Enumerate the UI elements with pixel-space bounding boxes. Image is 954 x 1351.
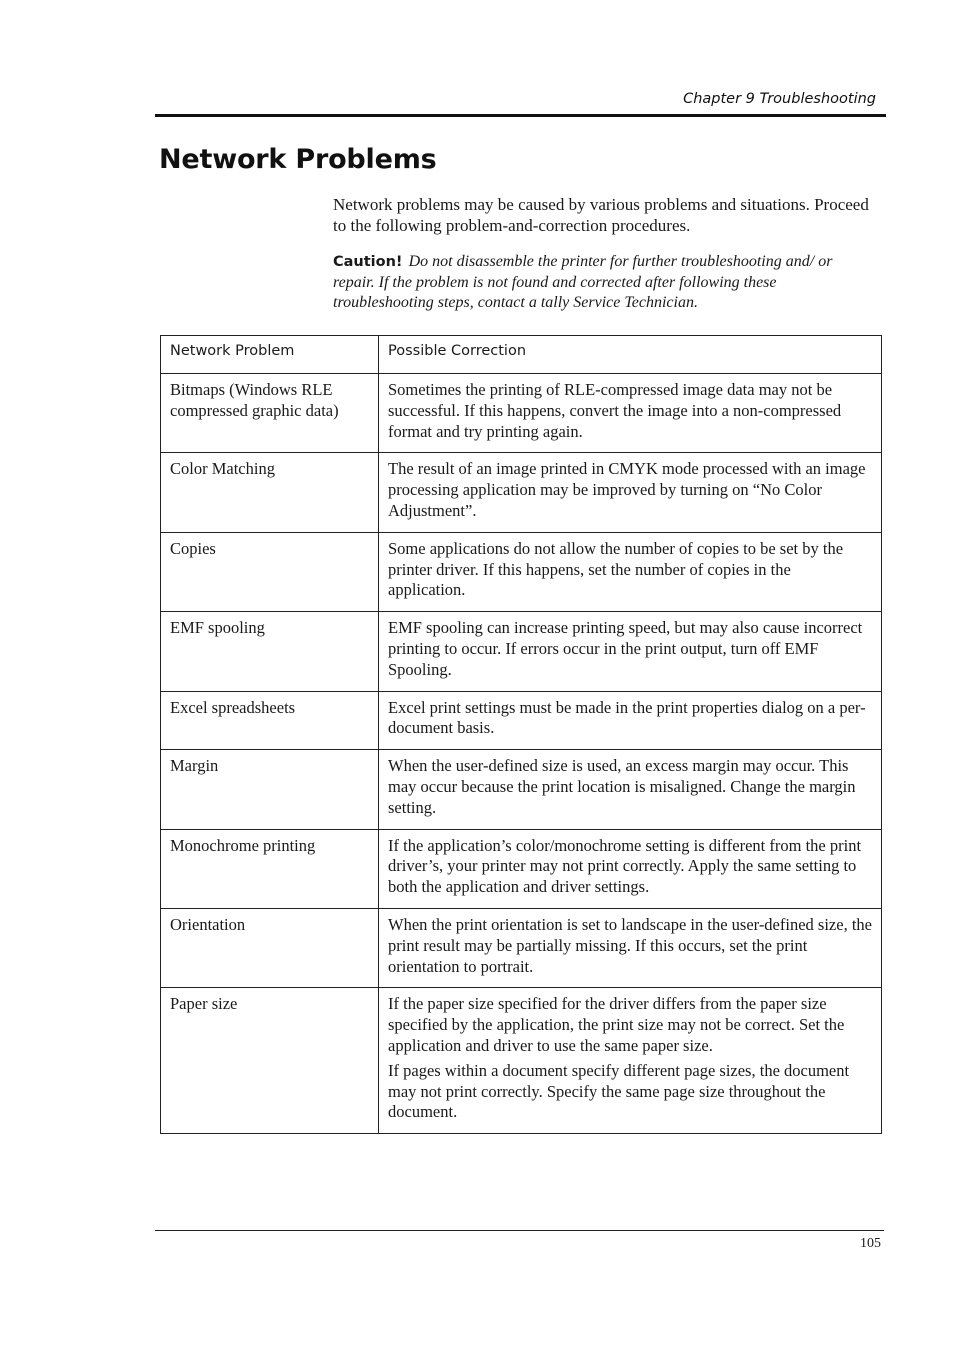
correction-cell: [379, 908, 882, 987]
correction-cell: [379, 750, 882, 829]
problem-cell: Copies: [161, 532, 379, 611]
table-header-row: [161, 336, 882, 374]
correction-cell: [379, 453, 882, 532]
network-problems-table: [160, 335, 882, 1134]
chapter-header: Chapter 9 Troubleshooting: [683, 91, 876, 107]
footer-rule: [155, 1230, 884, 1231]
column-header-correction: Possible Correction: [379, 336, 882, 374]
table-row: [161, 612, 882, 691]
correction-text: Some applications do not allow the number of copies to be set by the printer driver. If this happens, set the number of copies in the application.: [388, 538, 844, 600]
caution-label: Caution!: [333, 254, 403, 270]
problem-cell: Excel spreadsheets: [161, 691, 379, 750]
table-row: [161, 908, 882, 987]
page-title: Network Problems: [159, 144, 437, 175]
correction-text: If the application’s color/monochrome setting is different from the print driver’s, your printer may not print correctly. Apply the same setting to both the application and driver settings.: [388, 835, 862, 897]
correction-cell: [379, 374, 882, 453]
correction-cell: [379, 612, 882, 691]
intro-paragraph: Network problems may be caused by various problems and situations. Proceed to the following problem-and-correction procedures.: [333, 195, 869, 235]
correction-text: If pages within a document specify different page sizes, the document may not print correctly. Specify the same page size throughout the document.: [388, 1060, 850, 1122]
correction-text: If the paper size specified for the driver differs from the paper size specified by the application, the print size may not be correct. Set the application and driver to use the same paper size.: [388, 994, 845, 1055]
correction-cell: [379, 532, 882, 611]
header-rule: [155, 114, 886, 117]
problem-cell: Orientation: [161, 908, 379, 987]
table-row: [161, 691, 882, 750]
problem-cell: Margin: [161, 750, 379, 829]
column-header-problem: Network Problem: [161, 336, 379, 374]
table-body: [161, 374, 882, 1134]
correction-text: EMF spooling can increase printing speed, but may also cause incorrect printing to occur. If errors occur in the print output, turn off EMF Spooling.: [388, 618, 863, 679]
problem-cell: Color Matching: [161, 453, 379, 532]
table-row: [161, 829, 882, 908]
correction-text: Sometimes the printing of RLE-compressed image data may not be successful. If this happens, convert the image into a non-compressed format and try printing again.: [388, 380, 842, 441]
problem-cell: Monochrome printing: [161, 829, 379, 908]
table-row: [161, 750, 882, 829]
table-row: [161, 374, 882, 453]
correction-text: The result of an image printed in CMYK mode processed with an image processing application may be improved by turning on “No Color Adjustment”.: [388, 459, 866, 520]
caution-text: Do not disassemble the printer for further troubleshooting and/ or repair. If the problem is not found and corrected after following these troubleshooting steps, contact a tally Service Technician.: [333, 253, 833, 311]
correction-text: When the user-defined size is used, an excess margin may occur. This may occur because the print location is misaligned. Change the margin setting.: [388, 756, 856, 817]
table-row: [161, 453, 882, 532]
correction-cell: [379, 829, 882, 908]
caution-note: [333, 252, 833, 314]
correction-cell: [379, 691, 882, 750]
page-number: 105: [860, 1236, 881, 1251]
problem-cell: Paper size: [161, 988, 379, 1134]
correction-text: When the print orientation is set to landscape in the user-defined size, the print result may be partially missing. If this occurs, set the print orientation to portrait.: [388, 914, 872, 976]
correction-cell: [379, 988, 882, 1134]
problem-cell: EMF spooling: [161, 612, 379, 691]
table-row: [161, 532, 882, 611]
table-row: [161, 988, 882, 1134]
problem-cell: Bitmaps (Windows RLE compressed graphic data): [161, 374, 379, 453]
correction-text: Excel print settings must be made in the print properties dialog on a per-document basis.: [388, 697, 866, 738]
